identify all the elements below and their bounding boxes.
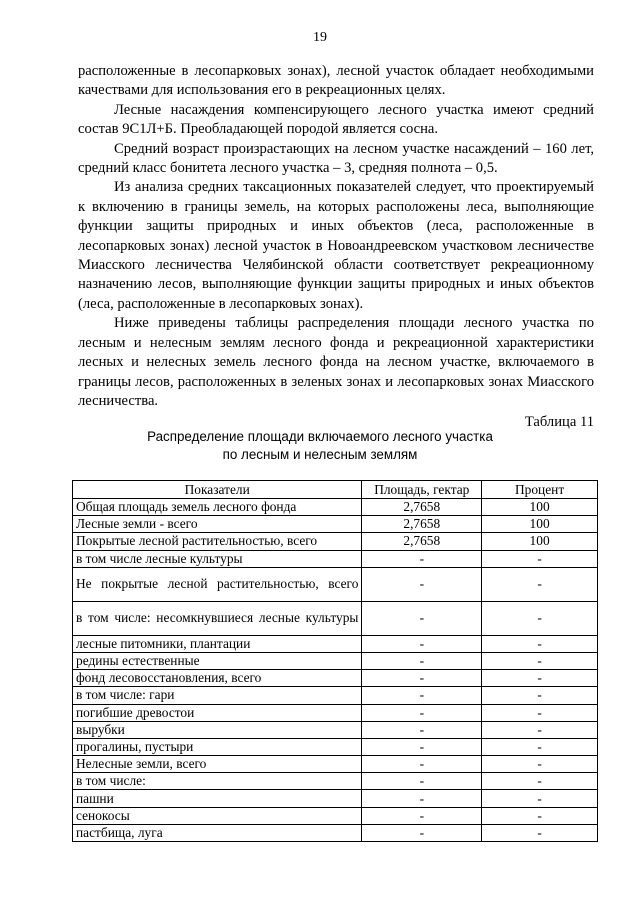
row-percent: - [482,550,598,567]
row-area: - [362,807,482,824]
table-row [73,652,598,669]
row-label: сенокосы [73,807,362,824]
table-row [73,533,598,550]
row-percent: - [482,687,598,704]
table-row [73,601,598,635]
row-area: 2,7658 [362,499,482,516]
row-percent: - [482,567,598,601]
table-row [73,516,598,533]
row-area: - [362,704,482,721]
table-row [73,670,598,687]
row-label: прогалины, пустыри [73,738,362,755]
row-area: 2,7658 [362,533,482,550]
row-percent: - [482,738,598,755]
table-row [73,567,598,601]
row-label: Общая площадь земель лесного фонда [73,499,362,516]
row-label: в том числе: [73,773,362,790]
row-label: Нелесные земли, всего [73,756,362,773]
row-percent: - [482,652,598,669]
paragraph: Ниже приведены таблицы распределения площади лесного участка по лесным и нелесным землям лесного фонда и рекреационной характеристики лесных и нелесных земель лесного фонда на лесном участке, включаемого в границы лесов, расположенных в зеленых зонах и лесопарковых зонах Миасского лесничества. [78,315,594,409]
paragraph: Средний возраст произрастающих на лесном участке насаждений – 160 лет, средний класс бонитета лесного участка – 3, средняя полнота – 0,5. [78,140,594,177]
table-row [73,550,598,567]
column-header-area: Площадь, гектар [362,481,482,499]
row-area: - [362,635,482,652]
row-percent: - [482,601,598,635]
table-row [73,756,598,773]
row-percent: - [482,670,598,687]
row-percent: - [482,635,598,652]
table-header-row [73,481,598,499]
row-percent: - [482,756,598,773]
row-area: - [362,687,482,704]
page-number: 19 [313,30,327,45]
row-area: - [362,567,482,601]
row-area: - [362,721,482,738]
row-area: - [362,738,482,755]
row-label: вырубки [73,721,362,738]
row-percent: - [482,807,598,824]
row-area: - [362,756,482,773]
paragraph: Лесные насаждения компенсирующего лесного участка имеют средний состав 9С1Л+Б. Преобладающей породой является сосна. [78,101,594,138]
table-caption-line: Распределение площади включаемого лесного участка [147,429,493,444]
row-label: в том числе: несомкнувшиеся лесные культуры [73,601,362,635]
row-percent: - [482,721,598,738]
table-row [73,687,598,704]
row-area: - [362,670,482,687]
row-area: - [362,601,482,635]
column-header-indicators: Показатели [73,481,362,499]
row-label: в том числе лесные культуры [73,550,362,567]
row-percent: 100 [482,533,598,550]
row-area: - [362,790,482,807]
table-row [73,773,598,790]
table-row [73,738,598,755]
row-area: - [362,652,482,669]
row-label: погибшие древостои [73,704,362,721]
column-header-percent: Процент [482,481,598,499]
row-percent: 100 [482,516,598,533]
table-caption-line: по лесным и нелесным землям [222,447,418,462]
table-row [73,704,598,721]
row-label: фонд лесовосстановления, всего [73,670,362,687]
row-label: пастбища, луга [73,824,362,841]
row-label: Покрытые лесной растительностью, всего [73,533,362,550]
row-label: Лесные земли - всего [73,516,362,533]
table-caption [0,428,640,464]
row-label: в том числе: гари [73,687,362,704]
row-percent: - [482,790,598,807]
row-area: - [362,550,482,567]
row-label: Не покрытые лесной растительностью, всего [73,567,362,601]
table-row [73,499,598,516]
table-row [73,790,598,807]
row-label: редины естественные [73,652,362,669]
row-percent: - [482,704,598,721]
row-area: 2,7658 [362,516,482,533]
table-row [73,807,598,824]
row-percent: - [482,773,598,790]
body-text [78,62,594,433]
row-label: пашни [73,790,362,807]
table-row [73,721,598,738]
row-percent: - [482,824,598,841]
row-area: - [362,824,482,841]
table-row [73,824,598,841]
table-row [73,635,598,652]
paragraph: Из анализа средних таксационных показателей следует, что проектируемый к включению в границы земель, на которых расположены леса, выполняющие функции защиты природных и иных объектов (леса, расположенные в лесопарковых зонах) лесной участок в Новоандреевском участковом лесничестве Миасского лесничества Челябинской области соответствует рекреационному назначению лесов, выполняющие функции защиты природных и иных объектов (леса, расположенные в лесопарковых зонах). [78,179,594,312]
row-label: лесные питомники, плантации [73,635,362,652]
row-area: - [362,773,482,790]
table-label: Таблица 11 [524,414,594,431]
row-percent: 100 [482,499,598,516]
paragraph: расположенные в лесопарковых зонах), лесной участок обладает необходимыми качествами для использования его в рекреационных целях. [78,63,594,99]
distribution-table [72,480,598,842]
